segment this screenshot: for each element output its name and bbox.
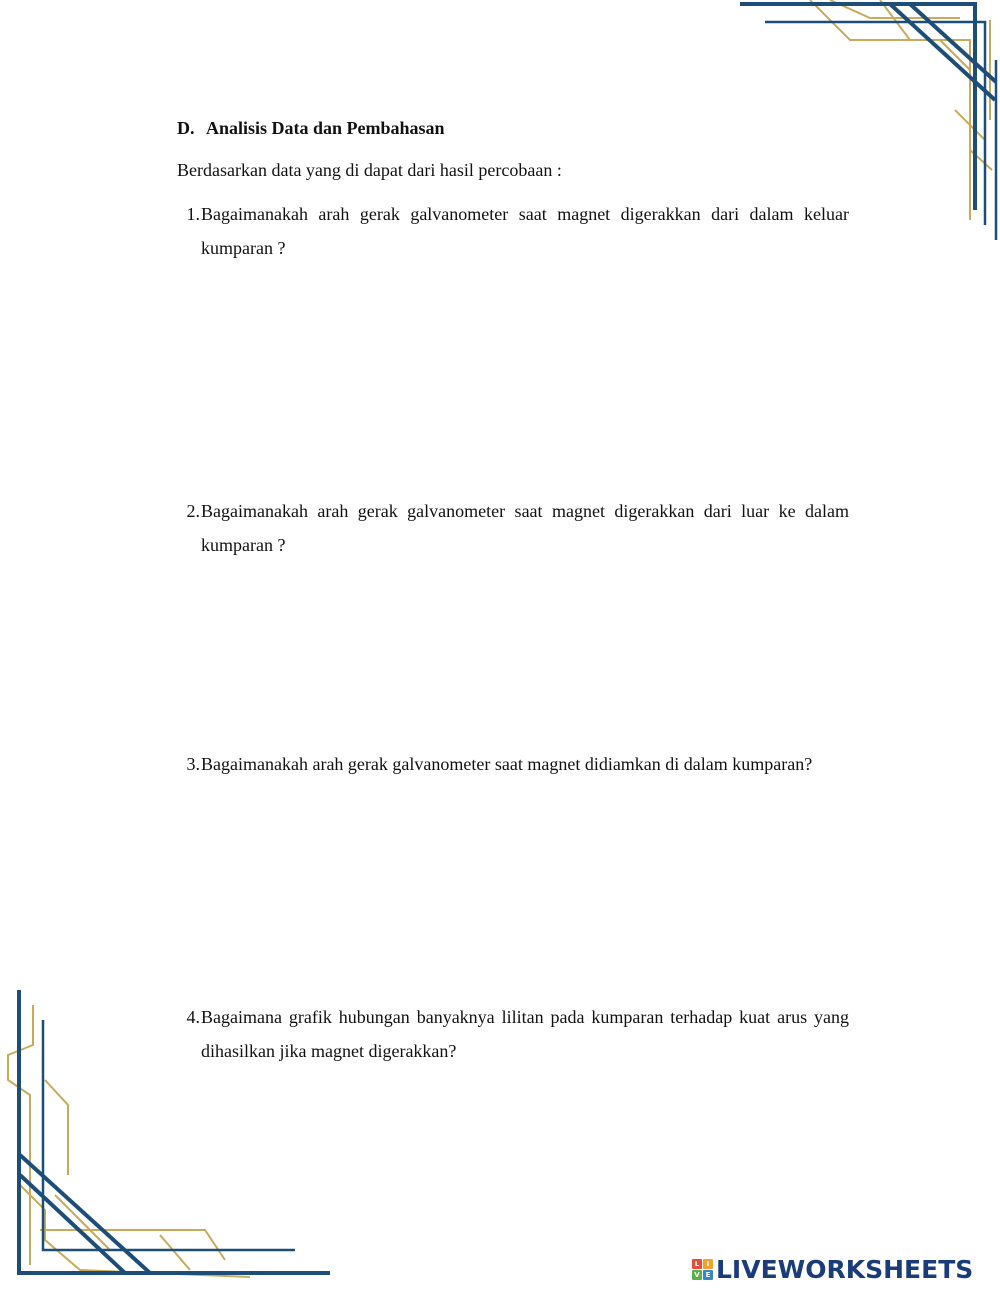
liveworksheets-logo[interactable] xyxy=(692,1254,973,1284)
brand-mark-tile: L xyxy=(692,1259,702,1269)
question-number: 1. xyxy=(186,204,200,224)
section-letter: D. xyxy=(177,118,195,138)
question-2 xyxy=(178,494,849,562)
brand-mark-tile: V xyxy=(692,1270,702,1280)
question-number: 2. xyxy=(186,501,200,521)
question-number: 4. xyxy=(186,1007,200,1027)
brand-mark-tile: I xyxy=(703,1259,713,1269)
question-text: Bagaimana grafik hubungan banyaknya lilitan pada kumparan terhadap kuat arus yang dihasilkan jika magnet digerakkan? xyxy=(201,1007,849,1061)
question-3 xyxy=(178,747,849,781)
question-text: Bagaimanakah arah gerak galvanometer saat magnet digerakkan dari luar ke dalam kumparan ? xyxy=(201,501,849,555)
brand-name: LIVEWORKSHEETS xyxy=(716,1254,974,1284)
section-intro: Berdasarkan data yang di dapat dari hasil percobaan : xyxy=(177,160,562,180)
question-text: Bagaimanakah arah gerak galvanometer saat magnet digerakkan dari dalam keluar kumparan ? xyxy=(201,204,849,258)
question-text: Bagaimanakah arah gerak galvanometer saat magnet didiamkan di dalam kumparan? xyxy=(201,754,813,774)
section-heading xyxy=(177,118,445,139)
brand-mark-icon xyxy=(692,1259,713,1280)
brand-mark-tile: E xyxy=(703,1270,713,1280)
question-4 xyxy=(178,1000,849,1068)
section-title: Analisis Data dan Pembahasan xyxy=(206,118,445,138)
question-1 xyxy=(178,197,849,265)
question-number: 3. xyxy=(186,754,200,774)
